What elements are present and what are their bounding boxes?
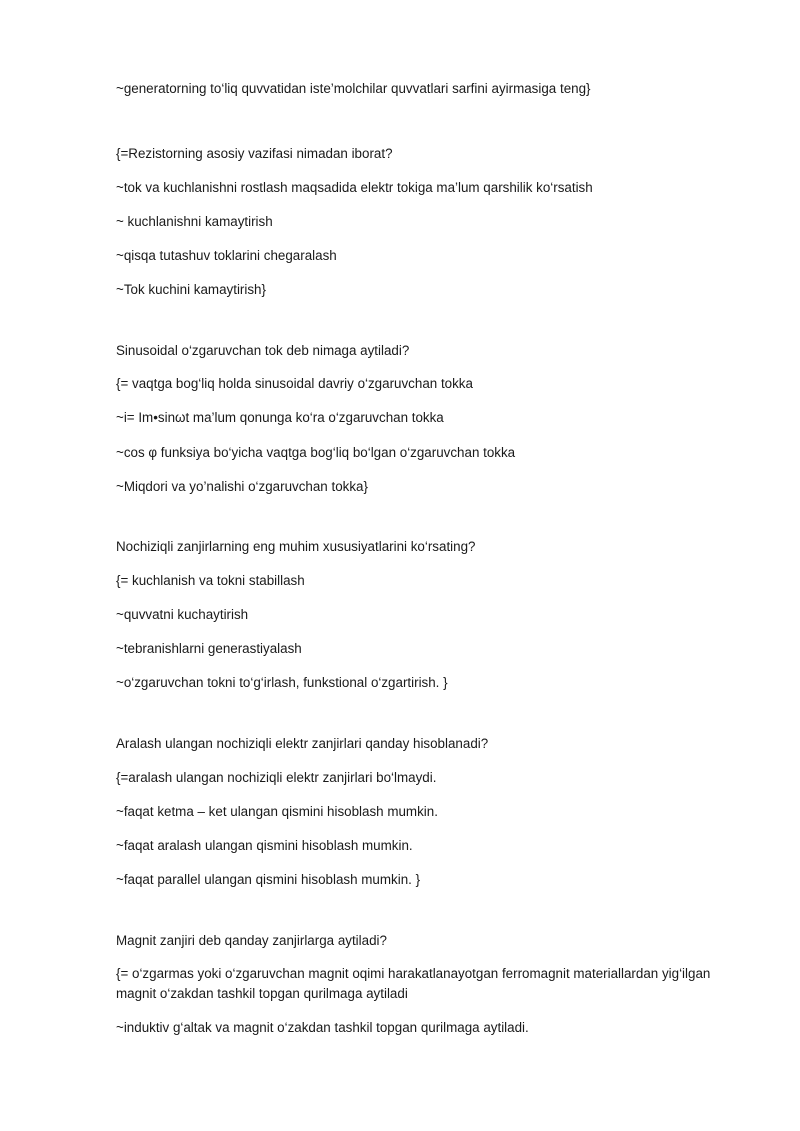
answer-option: {= vaqtga bog‘liq holda sinusoidal davriy o‘zgaruvchan tokka [116,376,473,391]
answer-option: ~cos φ funksiya bo‘yicha vaqtga bog‘liq bo‘lgan o‘zgaruvchan tokka [116,445,516,460]
answer-option: ~ kuchlanishni kamaytirish [116,214,273,229]
question-text: Sinusoidal o‘zgaruvchan tok deb nimaga aytiladi? [116,343,410,358]
answer-option: ~faqat aralash ulangan qismini hisoblash mumkin. [116,838,413,853]
answer-option: ~tok va kuchlanishni rostlash maqsadida elektr tokiga ma’lum qarshilik ko‘rsatish [116,180,593,195]
answer-option: ~Tok kuchini kamaytirish} [116,282,266,297]
answer-option: {= o‘zgarmas yoki o‘zgaruvchan magnit oqimi harakatlanayotgan ferromagnit materiallardan yig‘ilgan magnit o‘zakdan tashkil topgan qurilmaga aytiladi [116,966,711,1001]
answer-option: {=aralash ulangan nochiziqli elektr zanjirlari bo‘lmaydi. [116,770,437,785]
question-text: Aralash ulangan nochiziqli elektr zanjirlari qanday hisoblanadi? [116,736,489,751]
question-text: {=Rezistorning asosiy vazifasi nimadan iborat? [116,146,393,161]
answer-option: ~generatorning to‘liq quvvatidan iste’molchilar quvvatlari sarfini ayirmasiga teng} [116,81,591,96]
answer-option: ~o‘zgaruvchan tokni to‘g‘irlash, funkstional o‘zgartirish. } [116,675,448,690]
answer-option: ~qisqa tutashuv toklarini chegaralash [116,248,337,263]
answer-option: ~quvvatni kuchaytirish [116,607,249,622]
answer-option: {= kuchlanish va tokni stabillash [116,573,305,588]
answer-option: ~Miqdori va yo’nalishi o‘zgaruvchan tokka} [116,479,368,494]
question-text: Magnit zanjiri deb qanday zanjirlarga aytiladi? [116,933,387,948]
answer-option: ~induktiv g‘altak va magnit o‘zakdan tashkil topgan qurilmaga aytiladi. [116,1020,529,1035]
answer-option: ~tebranishlarni generastiyalash [116,641,302,656]
answer-option: ~faqat parallel ulangan qismini hisoblash mumkin. } [116,872,421,887]
question-text: Nochiziqli zanjirlarning eng muhim xususiyatlarini ko‘rsating? [116,539,476,554]
answer-option: ~i= Im•sinωt ma’lum qonunga ko‘ra o‘zgaruvchan tokka [116,410,444,425]
answer-option: ~faqat ketma – ket ulangan qismini hisoblash mumkin. [116,804,438,819]
